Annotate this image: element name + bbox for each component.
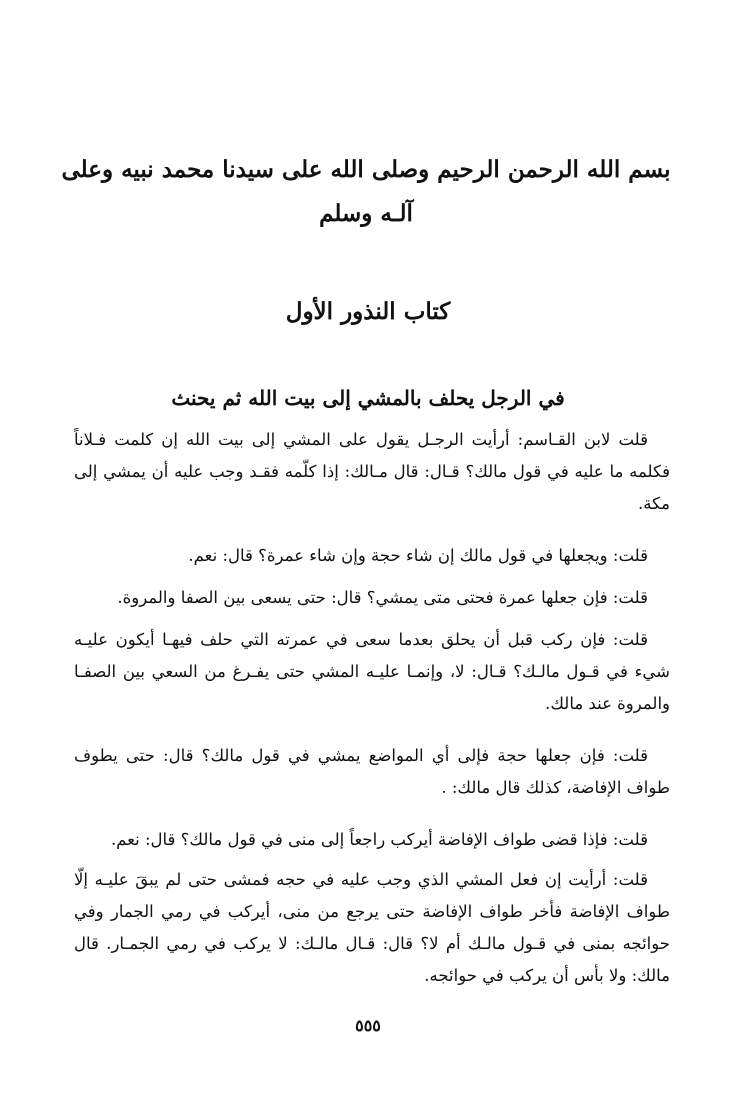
- book-title: كتاب النذور الأول: [285, 298, 451, 325]
- section-title: في الرجل يحلف بالمشي إلى بيت الله ثم يحنث: [171, 386, 565, 410]
- paragraph-2: قلت: ويجعلها في قول مالك إن شاء حجة وإن شاء عمرة؟ قال: نعم.: [188, 546, 648, 565]
- paragraph-1: قلت لابن القـاسم: أرأيت الرجـل يقول على المشي إلى بيت الله إن كلمت فـلاناً فكلمه ما عليه في قول مالك؟ قـال: قال مـالك: إذا كلّمه فقـد وجب عليه أن يمشي إلى مكة.: [74, 430, 670, 513]
- paragraph-3: قلت: فإن جعلها عمرة فحتى متى يمشي؟ قال: حتى يسعى بين الصفا والمروة.: [117, 588, 648, 607]
- paragraph-6: قلت: فإذا قضى طواف الإفاضة أيركب راجعاً إلى منى في قول مالك؟ قال: نعم.: [110, 830, 648, 849]
- paragraph-4: قلت: فإن ركب قبل أن يحلق بعدما سعى في عمرته التي حلف فيهـا أيكون عليـه شيء في قـول مالـك؟ قـال: لا، وإنمـا عليـه المشي حتى يفـرغ من السعي بين الصفـا والمروة عند مالك.: [74, 630, 670, 713]
- body-text: [74, 424, 670, 992]
- paragraph-7: قلت: أرأيت إن فعل المشي الذي وجب عليه في حجه فمشى حتى لم يبقَ عليـه إلّا طواف الإفاضة فأخر طواف الإفاضة حتى يرجع من منى، أيركب في رمي الجمار وفي حوائجه بمنى في قـول مالـك أم لا؟ قال: قـال مالـك: لا يركب في رمي الجمـار. قال مالك: ولا بأس أن يركب في حوائجه.: [74, 870, 670, 985]
- page-number: ٥٥٥: [355, 1016, 381, 1035]
- paragraph-5: قلت: فإن جعلها حجة فإلى أي المواضع يمشي في قول مالك؟ قال: حتى يطوف طواف الإفاضة، كذلك قال مالك: .: [74, 746, 670, 797]
- basmala-heading: بسم الله الرحمن الرحيم وصلى الله على سيدنا محمد نبيه وعلى آلـه وسلم: [61, 156, 671, 227]
